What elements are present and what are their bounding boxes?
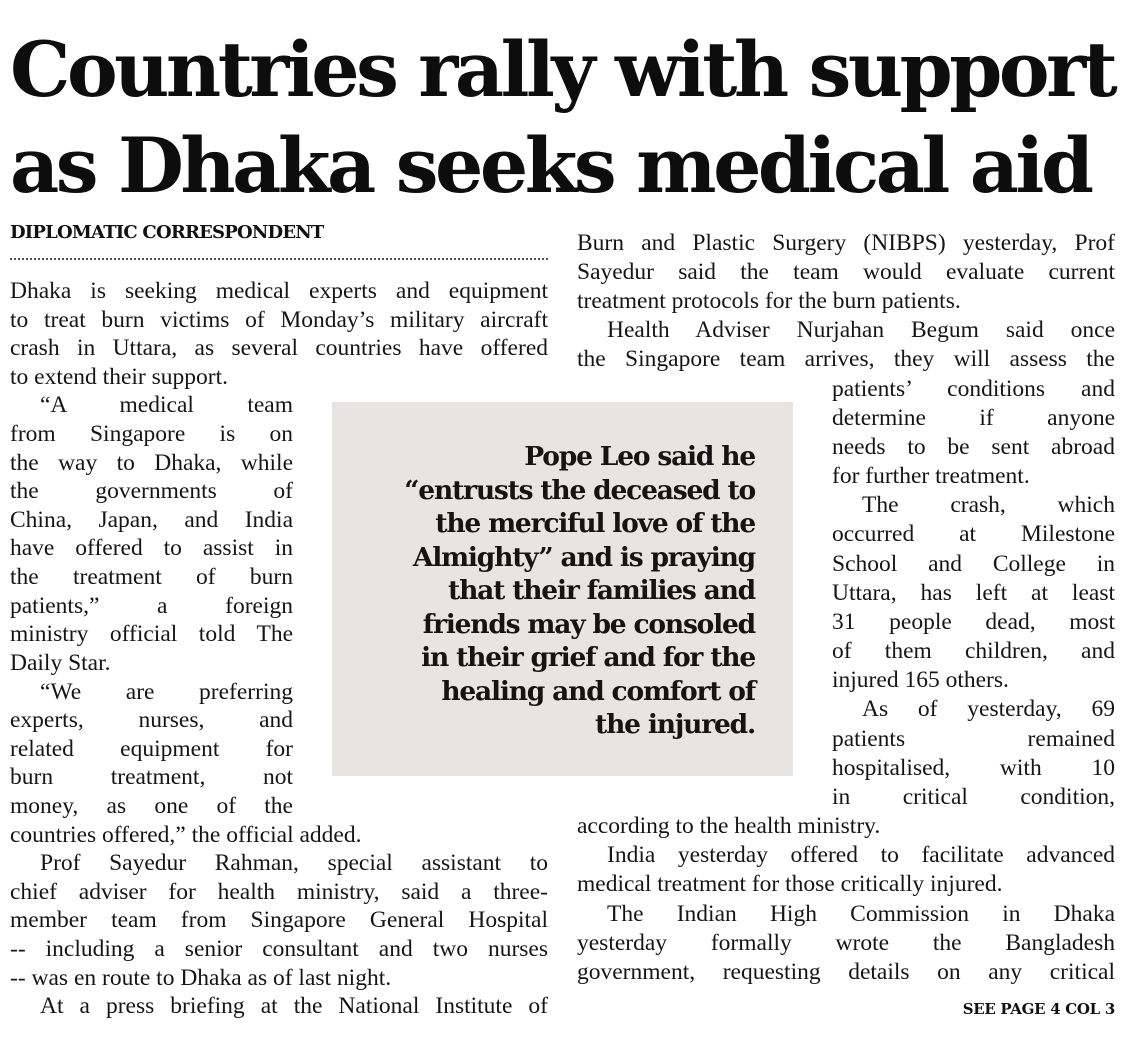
column-1-line: -- was en route to Dhaka as of last night. [10,965,392,991]
column-1-line: At a press briefing at the National Institute of [40,993,548,1019]
column-2-line: yesterday formally wrote the Bangladesh [577,930,1115,956]
column-1-line: experts, nurses, and [10,707,293,733]
column-1-line: money, as one of the [10,793,293,819]
column-2-line: patients remained [832,726,1115,752]
column-2-line: in critical condition, [832,784,1115,810]
column-1-line: Daily Star. [10,650,111,676]
pull-quote [332,402,793,776]
column-2-line: Burn and Plastic Surgery (NIBPS) yesterday, Prof [577,230,1115,256]
column-1-line: “A medical team [40,392,293,418]
column-2-line: The crash, which [862,492,1115,518]
column-2-line: needs to be sent abroad [832,434,1115,460]
column-1-line: China, Japan, and India [10,507,293,533]
column-1-line: ministry official told The [10,621,293,647]
pull-quote-text [345,440,755,742]
column-1-line: chief adviser for health ministry, said a three- [10,879,548,905]
column-1-line: the treatment of burn [10,564,293,590]
column-1-line: -- including a senior consultant and two nurses [10,936,548,962]
column-1-line: “We are preferring [40,679,293,705]
column-2-line: treatment protocols for the burn patients. [577,288,961,314]
pull-quote-line: “entrusts the deceased to [404,474,755,506]
column-1-line: the governments of [10,478,293,504]
column-2-line: according to the health ministry. [577,813,881,839]
column-1-line: have offered to assist in [10,535,293,561]
column-1-line: from Singapore is on [10,421,293,447]
pull-quote-line: the merciful love of the [435,508,755,539]
pull-quote-line: in their grief and for the [421,642,755,673]
column-1-line: Dhaka is seeking medical experts and equipment [10,278,548,304]
column-2-line: School and College in [832,551,1115,577]
column-2-line: medical treatment for those critically injured. [577,871,1003,897]
column-2-line: of them children, and [832,638,1115,664]
pull-quote-line: the injured. [595,709,755,740]
column-2-line: for further treatment. [832,463,1030,489]
column-2-line: Uttara, has left at least [832,580,1115,606]
headline [10,22,1120,214]
pull-quote-line: that their families and [448,575,755,606]
column-1-line: the way to Dhaka, while [10,450,293,476]
column-2-line: The Indian High Commission in Dhaka [607,901,1115,927]
column-2-line: the Singapore team arrives, they will assess the [577,346,1115,372]
pull-quote-line: Almighty” and is praying [412,541,755,573]
column-1-line: to extend their support. [10,364,228,390]
headline-line-2: as Dhaka seeks medical aid [10,121,1091,210]
column-1-line: burn treatment, not [10,764,293,790]
column-1-line: crash in Uttara, as several countries have offered [10,335,548,361]
column-2-line: patients’ conditions and [832,376,1115,402]
column-1-line: related equipment for [10,736,293,762]
column-2-line: government, requesting details on any critical [577,959,1115,985]
column-2-line: determine if anyone [832,405,1115,431]
column-2-line: India yesterday offered to facilitate advanced [607,842,1115,868]
column-2-line: occurred at Milestone [832,521,1115,547]
column-2-line: As of yesterday, 69 [862,696,1115,722]
column-1-line: to treat burn victims of Monday’s military aircraft [10,307,548,333]
byline: DIPLOMATIC CORRESPONDENT [10,222,324,243]
continuation-jump-line: SEE PAGE 4 COL 3 [962,1000,1115,1018]
headline-line-1: Countries rally with support [10,25,1115,114]
pull-quote-line: Pope Leo said he [524,441,755,472]
column-2-line: Sayedur said the team would evaluate current [577,259,1115,285]
column-1-line: countries offered,” the official added. [10,822,362,848]
column-2-line: hospitalised, with 10 [832,755,1115,781]
column-1-line: Prof Sayedur Rahman, special assistant to [40,850,548,876]
column-1-line: patients,” a foreign [10,593,293,619]
byline-divider [10,258,548,260]
pull-quote-line: friends may be consoled [422,608,755,640]
column-2-line: Health Adviser Nurjahan Begum said once [607,317,1115,343]
pull-quote-line: healing and comfort of [441,675,755,707]
column-2-line: injured 165 others. [832,667,1009,693]
column-2-line: 31 people dead, most [832,609,1115,635]
column-1-line: member team from Singapore General Hospital [10,907,548,933]
